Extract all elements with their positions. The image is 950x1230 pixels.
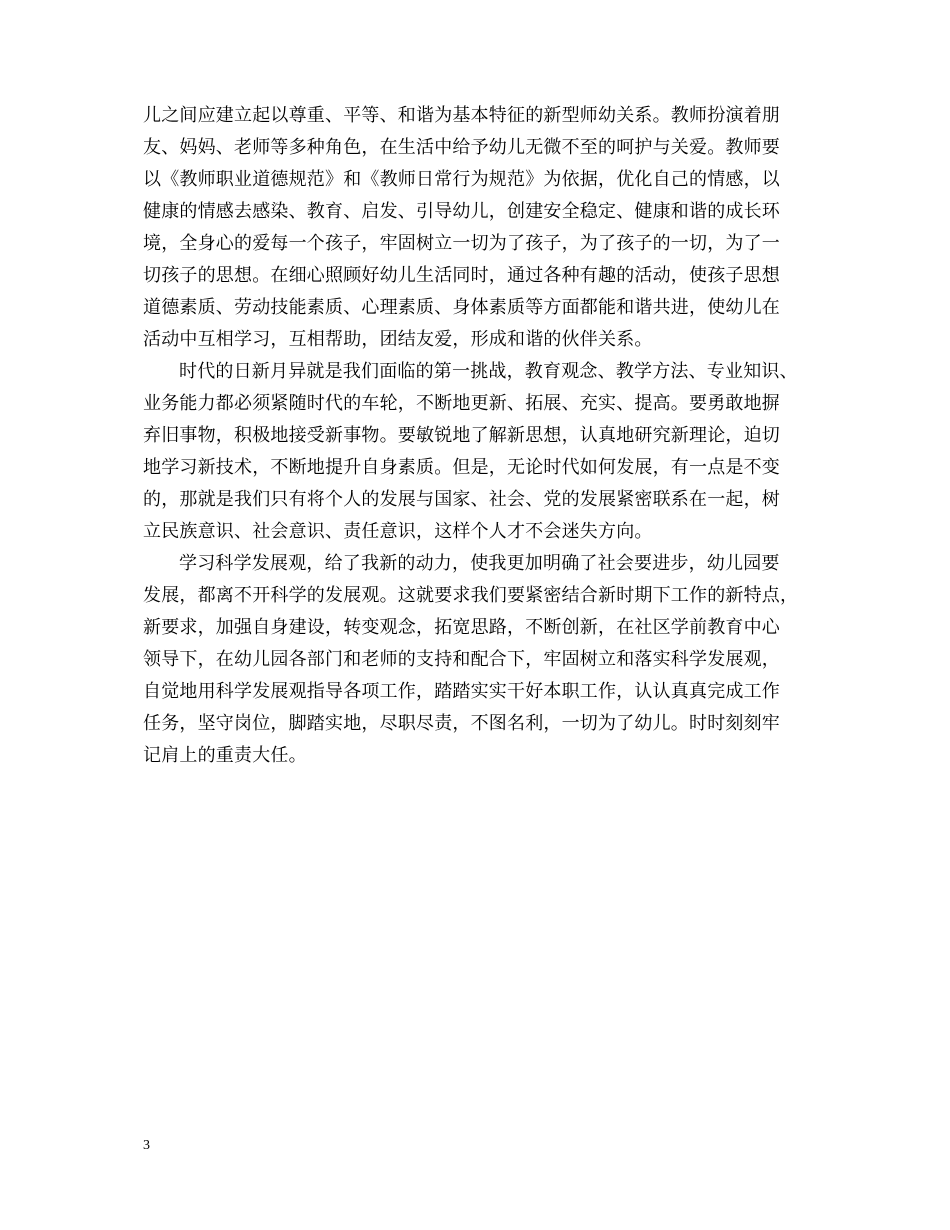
body-text xyxy=(143,100,843,772)
paragraph-3-line-7: 记肩上的重责大任。 xyxy=(143,745,307,766)
paragraph-3-line-3: 新要求，加强自身建设，转变观念，拓宽思路，不断创新，在社区学前教育中心 xyxy=(143,617,780,638)
paragraph-3-line-6: 任务，坚守岗位，脚踏实地，尽职尽责，不图名利，一切为了幼儿。时时刻刻牢 xyxy=(143,713,780,734)
paragraph-1-line-8: 活动中互相学习，互相帮助，团结友爱，形成和谐的伙伴关系。 xyxy=(143,329,653,350)
paragraph-2-line-5: 的，那就是我们只有将个人的发展与国家、社会、党的发展紧密联系在一起，树 xyxy=(143,489,780,510)
paragraph-1-line-5: 境，全身心的爱每一个孩子，牢固树立一切为了孩子，为了孩子的一切，为了一 xyxy=(143,233,780,254)
paragraph-2-line-4: 地学习新技术，不断地提升自身素质。但是，无论时代如何发展，有一点是不变 xyxy=(143,457,780,478)
paragraph-1-line-6: 切孩子的思想。在细心照顾好幼儿生活同时，通过各种有趣的活动，使孩子思想 xyxy=(143,265,780,286)
paragraph-1-line-3: 以《教师职业道德规范》和《教师日常行为规范》为依据，优化自己的情感，以 xyxy=(143,169,780,190)
paragraph-3-line-1: 学习科学发展观，给了我新的动力，使我更加明确了社会要进步，幼儿园要 xyxy=(179,553,780,574)
paragraph-2-line-2: 业务能力都必须紧随时代的车轮，不断地更新、拓展、充实、提高。要勇敢地摒 xyxy=(143,393,780,414)
paragraph-3-line-5: 自觉地用科学发展观指导各项工作，踏踏实实干好本职工作，认认真真完成工作 xyxy=(143,681,780,702)
paragraph-1-line-7: 道德素质、劳动技能素质、心理素质、身体素质等方面都能和谐共进，使幼儿在 xyxy=(143,297,780,318)
paragraph-1-line-2: 友、妈妈、老师等多种角色，在生活中给予幼儿无微不至的呵护与关爱。教师要 xyxy=(143,137,780,158)
page-number: 3 xyxy=(143,1138,150,1153)
paragraph-2-line-3: 弃旧事物，积极地接受新事物。要敏锐地了解新思想，认真地研究新理论，迫切 xyxy=(143,425,780,446)
paragraph-3-line-2: 发展，都离不开科学的发展观。这就要求我们要紧密结合新时期下工作的新特点， xyxy=(143,585,799,606)
paragraph-1-line-1: 儿之间应建立起以尊重、平等、和谐为基本特征的新型师幼关系。教师扮演着朋 xyxy=(143,105,780,126)
paragraph-2-line-1: 时代的日新月异就是我们面临的第一挑战，教育观念、教学方法、专业知识、 xyxy=(179,361,798,382)
paragraph-3-line-4: 领导下，在幼儿园各部门和老师的支持和配合下，牢固树立和落实科学发展观， xyxy=(143,649,780,670)
paragraph-2-line-6: 立民族意识、社会意识、责任意识，这样个人才不会迷失方向。 xyxy=(143,521,653,542)
paragraph-1-line-4: 健康的情感去感染、教育、启发、引导幼儿，创建安全稳定、健康和谐的成长环 xyxy=(143,201,780,222)
